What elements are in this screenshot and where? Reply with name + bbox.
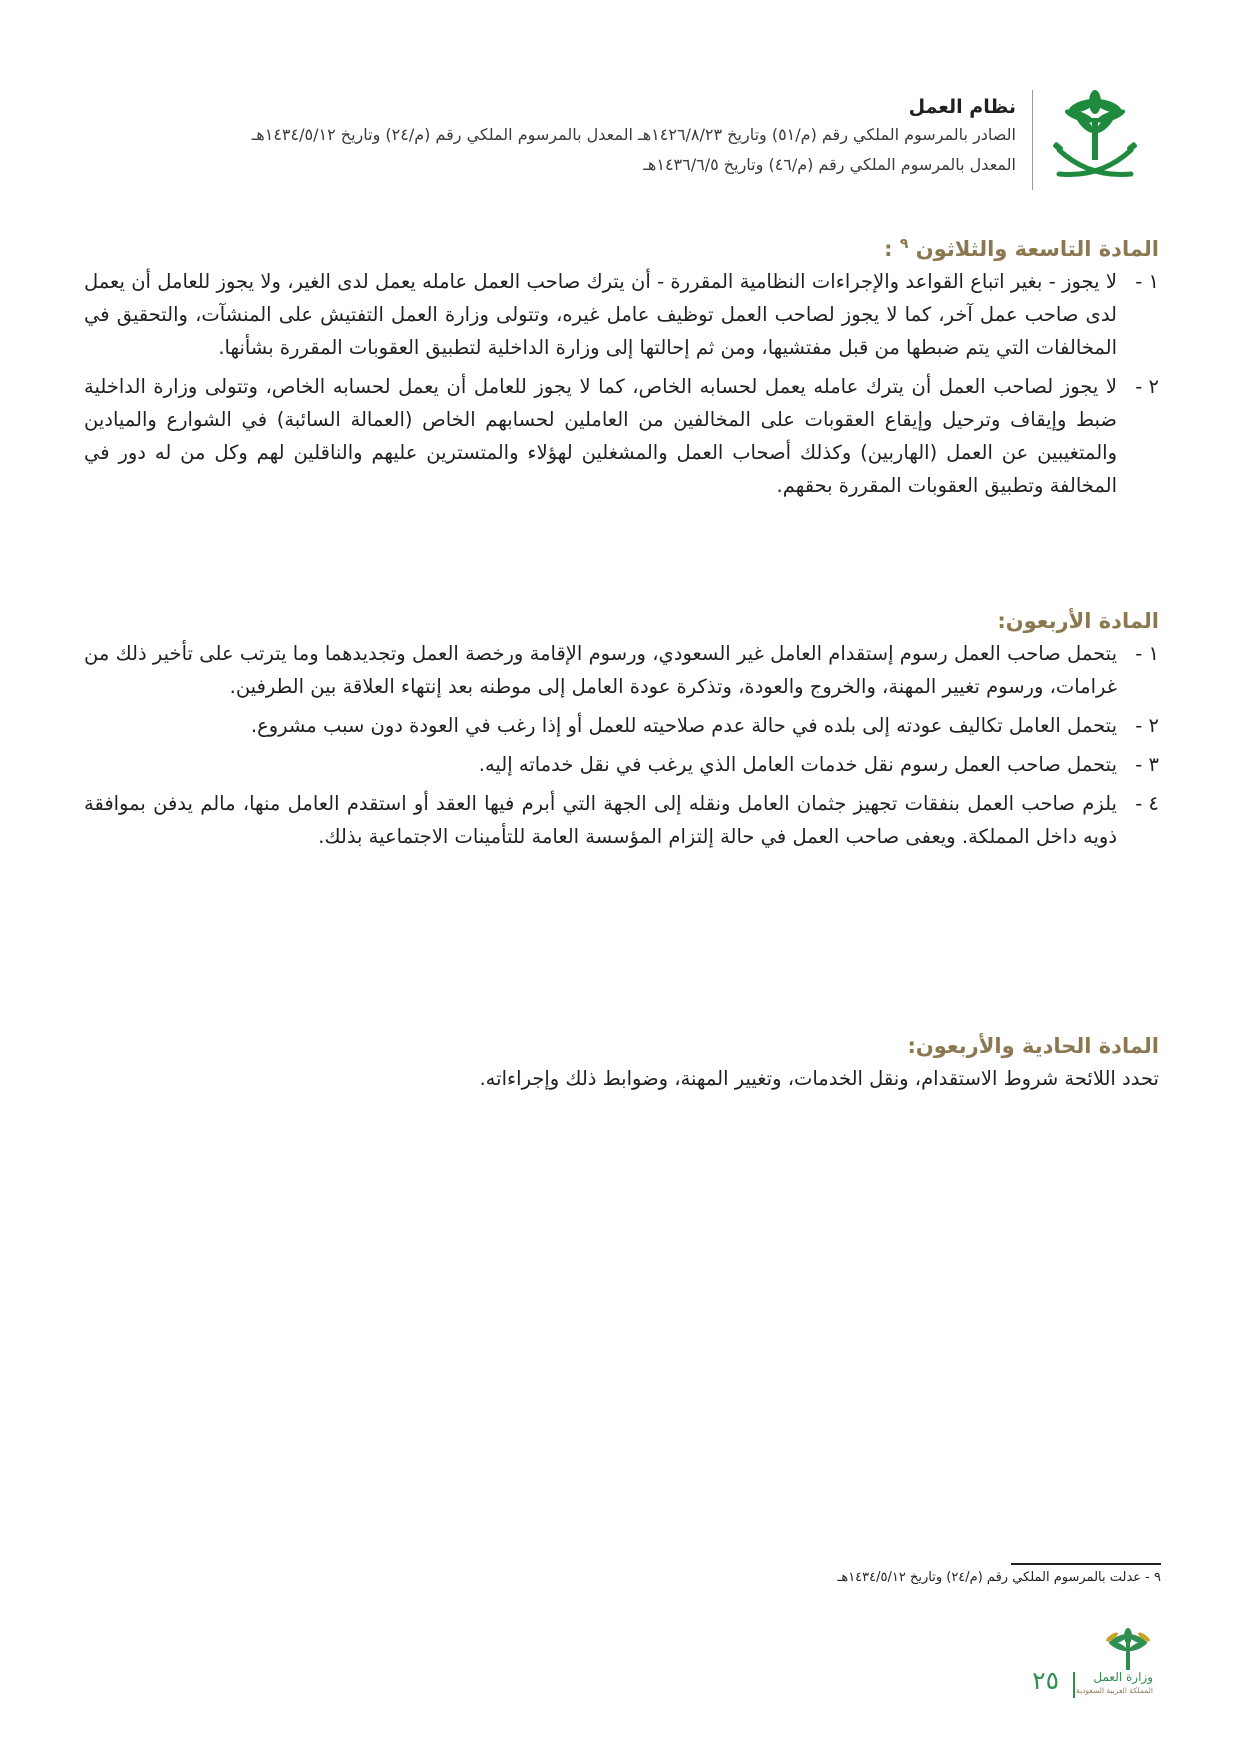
item-text: يلزم صاحب العمل بنفقات تجهيز جثمان العامل ونقله إلى الجهة التي أبرم فيها العقد أو استقدم العامل منها، مالم يدفن بموافقة ذويه داخل المملكة. ويعفى صاحب العمل في حالة إلتزام المؤسسة العامة للتأمينات الاجتماعية بذلك.	[84, 792, 1117, 848]
item-number: ٣ -	[1135, 753, 1159, 776]
item-number: ١ -	[1135, 270, 1159, 293]
article-40	[84, 605, 1159, 853]
item-number: ٤ -	[1135, 792, 1159, 815]
list-item	[84, 637, 1159, 703]
header-divider	[1032, 90, 1033, 190]
footnote-ref: ٩	[899, 236, 909, 252]
item-text: يتحمل العامل تكاليف عودته إلى بلده في حالة عدم صلاحيته للعمل أو إذا رغب في العودة دون سبب مشروع.	[250, 714, 1117, 737]
page-header	[91, 88, 1141, 193]
item-number: ٢ -	[1135, 375, 1159, 398]
footnote: ٩ - عدلت بالمرسوم الملكي رقم (م/٢٤) وتاريخ ١٤٣٤/٥/١٢هـ	[837, 1570, 1161, 1585]
list-item	[84, 748, 1159, 781]
footer-divider	[1073, 1672, 1075, 1698]
article-40-title: المادة الأربعون:	[997, 609, 1159, 633]
list-item	[84, 709, 1159, 742]
item-text: يتحمل صاحب العمل رسوم نقل خدمات العامل الذي يرغب في نقل خدماته إليه.	[478, 753, 1117, 776]
article-41-text: تحدد اللائحة شروط الاستقدام، ونقل الخدمات، وتغيير المهنة، وضوابط ذلك وإجراءاته.	[479, 1067, 1159, 1090]
article-41	[84, 1030, 1159, 1095]
article-39-title: المادة التاسعة والثلاثون $^٩$ :	[884, 236, 1159, 261]
ministry-subtitle: المملكة العربية السعودية	[1076, 1686, 1153, 1695]
item-text: لا يجوز - بغير اتباع القواعد والإجراءات النظامية المقررة - أن يترك صاحب العمل عامله يعمل لدى الغير، ولا يجوز للعامل أن يعمل لدى صاحب عمل آخر، كما لا يجوز لصاحب العمل توظيف عامل غيره، وتتولى وزارة العمل التفتيش على المنشآت، والتحقيق في المخالفات التي يتم ضبطها من قبل مفتشيها، ومن ثم إحالتها إلى وزارة الداخلية لتطبيق العقوبات المقررة بشأنها.	[84, 270, 1117, 359]
ministry-name: وزارة العمل	[1093, 1670, 1153, 1684]
item-text: لا يجوز لصاحب العمل أن يترك عامله يعمل لحسابه الخاص، كما لا يجوز للعامل أن يعمل لحسابه الخاص، وتتولى وزارة الداخلية ضبط وإيقاف وترحيل وإيقاع العقوبات على المخالفين من العاملين لحسابهم الخاص (العمالة السائبة) في الشوارع والميادين والمتغيبين عن العمل (الهاربين) وكذلك أصحاب العمل والمشغلين لهؤلاء والمتسترين عليهم والناقلين لهم وكل من له دور في المخالفة وتطبيق العقوبات المقررة بحقهم.	[84, 375, 1117, 497]
list-item	[84, 370, 1159, 502]
page-number: ٢٥	[1032, 1666, 1059, 1695]
palm-tree-logo-icon	[1103, 1628, 1153, 1670]
decree-line: الصادر بالمرسوم الملكي رقم (م/٥١) وتاريخ ١٤٢٦/٨/٢٣هـ المعدل بالمرسوم الملكي رقم (م/٢٤) وتاريخ ١٤٣٤/٥/١٢هـ	[251, 125, 1016, 144]
article-39	[84, 228, 1159, 502]
saudi-emblem-icon	[1049, 88, 1141, 188]
amendment-line: المعدل بالمرسوم الملكي رقم (م/٤٦) وتاريخ ١٤٣٦/٦/٥هـ	[643, 155, 1016, 174]
item-number: ١ -	[1135, 642, 1159, 665]
list-item	[84, 787, 1159, 853]
item-text: يتحمل صاحب العمل رسوم إستقدام العامل غير السعودي، ورسوم الإقامة ورخصة العمل وتجديدهما وما يترتب على تأخير ذلك من غرامات، ورسوم تغيير المهنة، والخروج والعودة، وتذكرة عودة العامل إلى موطنه بعد إنتهاء العلاقة بين الطرفين.	[84, 642, 1117, 698]
footnote-divider	[1011, 1563, 1161, 1565]
article-41-title: المادة الحادية والأربعون:	[907, 1034, 1159, 1058]
list-item	[84, 265, 1159, 364]
item-number: ٢ -	[1135, 714, 1159, 737]
header-text-block	[252, 94, 1016, 180]
page-footer	[953, 1628, 1153, 1698]
document-title: نظام العمل	[908, 96, 1016, 118]
